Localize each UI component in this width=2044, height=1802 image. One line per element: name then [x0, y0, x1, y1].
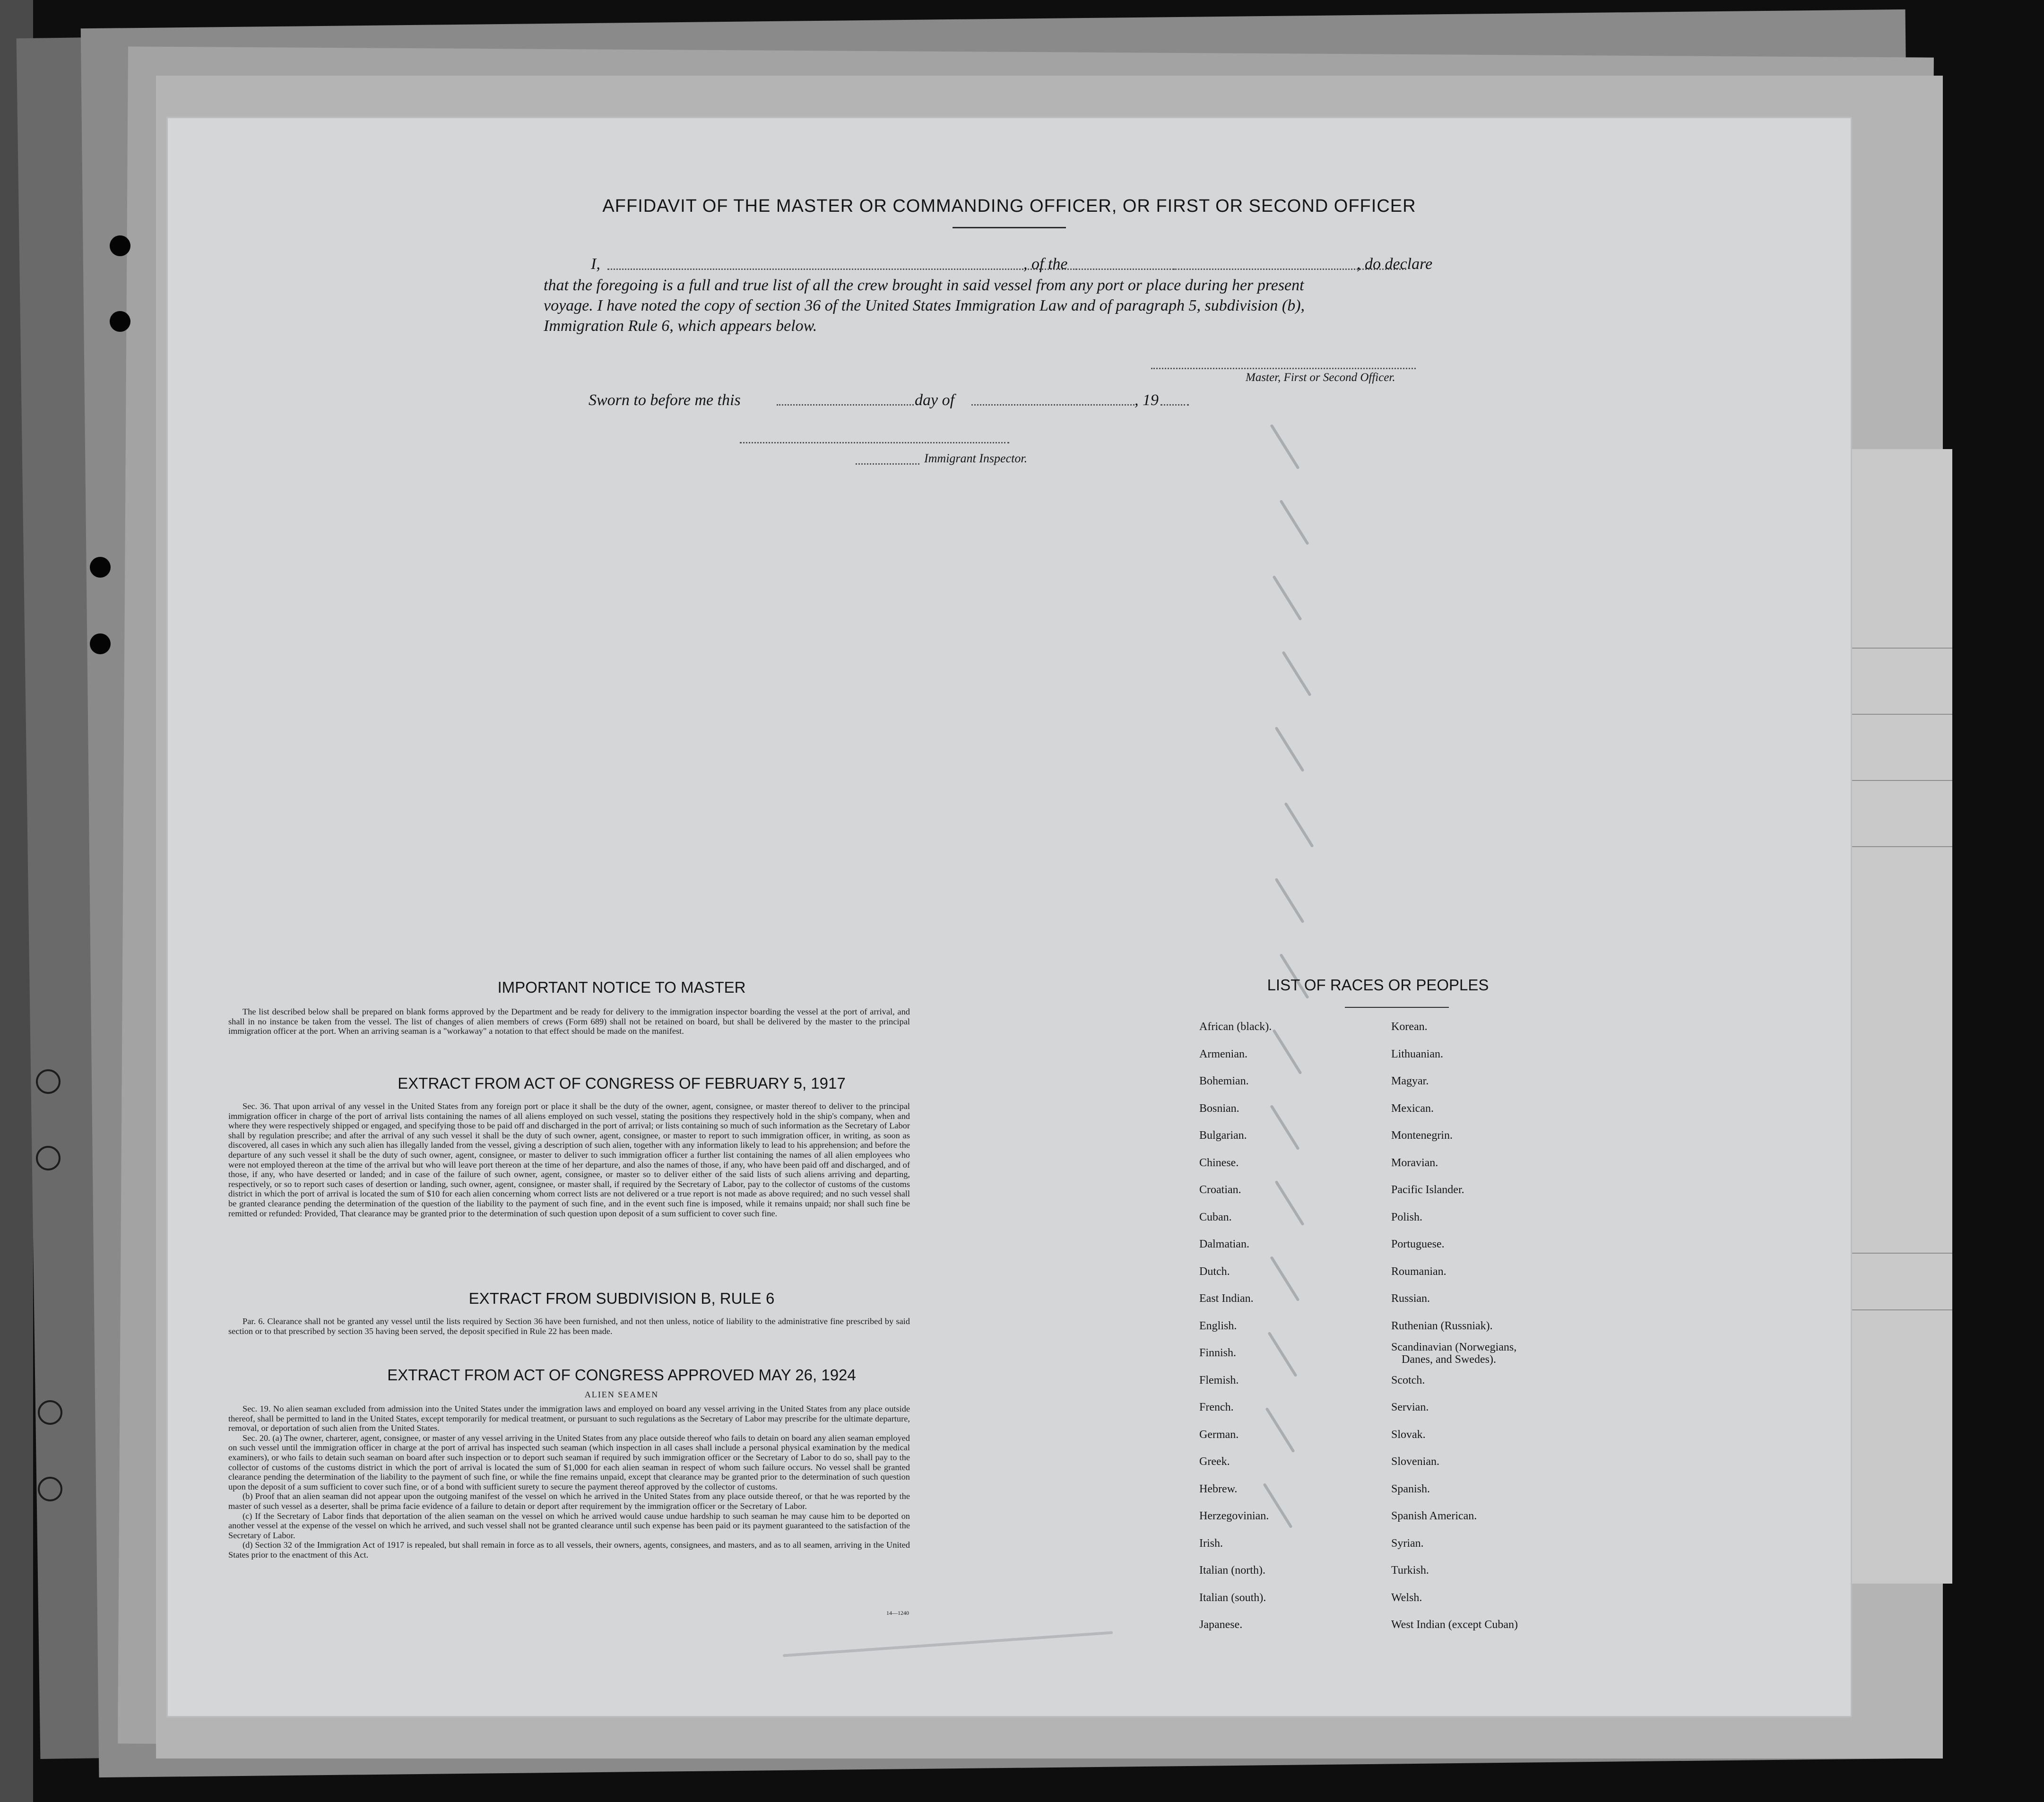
handwritten-tick [1282, 651, 1311, 696]
affidavit-i: I, [591, 255, 600, 273]
race-item: Pacific Islander. [1391, 1184, 1464, 1196]
race-item: Welsh. [1391, 1591, 1422, 1604]
year-blank [1161, 404, 1189, 406]
race-item: Herzegovinian. [1199, 1510, 1269, 1522]
race-item: French. [1199, 1401, 1234, 1413]
race-item: Russian. [1391, 1292, 1430, 1305]
act-1924-sec-20b: (b) Proof that an alien seaman did not appear upon the outgoing manifest of the vessel on which he arrived in the United States from any place outside thereof, or that he was reported by the master of such vessel as a deserter, shall be prima facie evidence of a failure to detain or deport after requirement by the immigration officer or the Secretary of Labor. [228, 1491, 910, 1511]
race-item: Italian (south). [1199, 1591, 1266, 1604]
day-of-text: day of [915, 391, 955, 409]
act-1924-sec-20a: Sec. 20. (a) The owner, charterer, agent, consignee, or master of any vessel arriving in the United States from any place outside thereof who fails to detain on board any alien seaman employed on such vessel until the immigration officer in charge at the port of arrival has inspected such seaman (which inspection in all cases shall include a personal physical examination by the medical examiners), or who fails to detain such seaman on board after such inspection or to deport such seaman if required by such immigration officer or the Secretary of Labor to do so, shall pay to the collector of customs of the customs district in which the port of arrival is located the sum of $1,000 for each alien seaman in respect of whom such failure occurs. No vessel shall be granted clearance pending the determination of the liability to the payment of such fine, or while the fine remains unpaid, except that clearance may be granted prior to the determination of such question upon the deposit of a sum sufficient to cover such fine, or of a bond with sufficient surety to secure the payment thereof approved by the collector of customs. [228, 1433, 910, 1491]
race-item: Chinese. [1199, 1156, 1239, 1169]
race-item: Danes, and Swedes). [1402, 1353, 1496, 1366]
race-item: Slovenian. [1391, 1455, 1439, 1468]
binder-hole [36, 1069, 61, 1094]
race-item: Finnish. [1199, 1347, 1237, 1359]
races-title-underline [1345, 1007, 1449, 1008]
race-item: Roumanian. [1391, 1265, 1446, 1278]
handwritten-tick [1274, 727, 1304, 772]
handwritten-tick [1279, 500, 1309, 545]
race-item: Greek. [1199, 1455, 1230, 1468]
race-item: Slovak. [1391, 1428, 1426, 1441]
binder-hole [90, 633, 111, 654]
handwritten-tick [1284, 802, 1314, 848]
sworn-day-blank [777, 404, 914, 406]
race-item: Flemish. [1199, 1374, 1239, 1386]
binder-hole [36, 1146, 61, 1170]
race-item: Irish. [1199, 1537, 1223, 1550]
act-1917-paragraph: Sec. 36. That upon arrival of any vessel in the United States from any foreign port or place it shall be the duty of the owner, agent, consignee, or master thereof to deliver to the principal immigration officer in charge of the port of arrival lists containing the names of all aliens employed on such vessel, stating the positions they respectively hold in the ship's company, when and where they were respectively shipped or engaged, and specifying those to be paid off and discharged in the port of arrival; or lists containing so much of such information as the Secretary of Labor shall by regulation prescribe; and after the arrival of any such vessel it shall be the duty of such owner, agent, consignee, or master to report to such immigration officer, in writing, as soon as discovered, all cases in which any such alien has illegally landed from the vessel, giving a description of such alien, together with any information likely to lead to his apprehension; and before the departure of any such vessel it shall be the duty of such owner, agent, consignee, or master to deliver to such immigration officer a further list containing the names of all alien employees who were not employed thereon at the time of the arrival but who will leave port thereon at the time of her departure, and also the names of those, if any, who have been paid off and discharged, and of those, if any, who have deserted or landed; and in case of the failure of such owner, agent, consignee, or master so to deliver either of the said lists of such aliens arriving and departing, respectively, or so to report such cases of desertion or landing, such owner, agent, consignee, or master shall, if required by the Secretary of Labor, pay to the collector of customs of the customs district in which the port of arrival is located the sum of $10 for each alien concerning whom correct lists are not delivered or a true report is not made as above required; and no such vessel shall be granted clearance pending the determination of the question of the liability to the payment of such fine, and in the event such fine is imposed, while it remains unpaid; nor shall such fine be remitted or refunded: Provided, That clearance may be granted prior to the determination of such question upon deposit of a sum sufficient to cover such fine. [228, 1101, 910, 1218]
affidavit-title: AFFIDAVIT OF THE MASTER OR COMMANDING OFFICER, OR FIRST OR SECOND OFFICER [602, 196, 1416, 216]
affidavit-of-the: , of the [1023, 255, 1068, 273]
binder-hole [110, 235, 130, 256]
sworn-text: Sworn to before me this [589, 391, 741, 409]
signature-line [1151, 368, 1416, 369]
affidavit-line-3: voyage. I have noted the copy of section 36 of the United States Immigration Law and of paragraph 5, subdivision (b), [544, 297, 1305, 314]
race-item: Lithuanian. [1391, 1048, 1443, 1060]
handwritten-tick [1265, 1407, 1295, 1453]
race-item: Cuban. [1199, 1211, 1232, 1223]
act-1924-sec-20d: (d) Section 32 of the Immigration Act of 1917 is repealed, but shall remain in force as to all vessels, their owners, agents, consignees, and masters, and as to all seamen, arriving in the United States prior to the enactment of this Act. [228, 1540, 910, 1559]
binder-hole [38, 1477, 62, 1501]
inspector-line [740, 442, 1009, 443]
act-1924-sec-20c: (c) If the Secretary of Labor finds that deportation of the alien seaman on the vessel on which he arrived would cause undue hardship to such seaman he may cause him to be deported on another vessel at the expense of the vessel on which he arrived, and such vessel shall not be granted clearance until such expense has been paid or its payment guaranteed to the satisfaction of the Secretary of Labor. [228, 1511, 910, 1540]
handwritten-tick [1274, 878, 1304, 923]
race-item: Dalmatian. [1199, 1238, 1249, 1250]
race-item: Ruthenian (Russniak). [1391, 1319, 1493, 1332]
races-title: LIST OF RACES OR PEOPLES [1267, 976, 1489, 994]
race-item: Scotch. [1391, 1374, 1425, 1386]
affidavit-line-4: Immigration Rule 6, which appears below. [544, 317, 817, 335]
race-item: Hebrew. [1199, 1482, 1238, 1495]
signature-label: Master, First or Second Officer. [1246, 371, 1395, 384]
race-item: East Indian. [1199, 1292, 1254, 1305]
race-item: Magyar. [1391, 1075, 1429, 1087]
rule-6-title: EXTRACT FROM SUBDIVISION B, RULE 6 [468, 1290, 775, 1307]
inspector-blank [856, 463, 919, 465]
act-1924-title: EXTRACT FROM ACT OF CONGRESS APPROVED MAY 26, 1924 [387, 1366, 856, 1384]
race-item: Bulgarian. [1199, 1129, 1247, 1142]
race-item: African (black). [1199, 1021, 1272, 1033]
binder-hole [38, 1400, 62, 1425]
act-1924-sec-19: Sec. 19. No alien seaman excluded from admission into the United States under the immigration laws and employed on board any vessel arriving in the United States from any place outside thereof, shall be permitted to land in the United States, except temporarily for medical treatment, or pursuant to such regulations as the Secretary of Labor may prescribe for the ultimate departure, removal, or deportation of such alien from the United States. [228, 1404, 910, 1433]
race-item: Spanish. [1391, 1482, 1430, 1495]
affidavit-page [168, 118, 1851, 1716]
race-item: Dutch. [1199, 1265, 1230, 1278]
rule-6-text [228, 1317, 910, 1336]
handwritten-tick [1272, 575, 1302, 621]
inspector-label: Immigrant Inspector. [924, 451, 1028, 465]
race-item: Servian. [1391, 1401, 1429, 1413]
affidavit-line-2: that the foregoing is a full and true list of all the crew brought in said vessel from any port or place during her present [544, 277, 1304, 294]
affidavit-do-declare: , do declare [1357, 255, 1433, 273]
handwritten-tick [1267, 1332, 1297, 1377]
race-item: Armenian. [1199, 1048, 1247, 1060]
race-item: Portuguese. [1391, 1238, 1445, 1250]
notice-title: IMPORTANT NOTICE TO MASTER [497, 979, 746, 996]
year-text: , 19 [1135, 391, 1159, 409]
handwritten-tick [1272, 1029, 1302, 1074]
race-item: Bohemian. [1199, 1075, 1249, 1087]
binder-hole [90, 557, 111, 578]
race-item: Italian (north). [1199, 1564, 1265, 1577]
handwritten-tick [1270, 1256, 1299, 1301]
handwritten-tick [1270, 1105, 1299, 1150]
rule-6-paragraph: Par. 6. Clearance shall not be granted any vessel until the lists required by Section 36 have been furnished, and not then unless, notice of liability to the administrative fine prescribed by said section or to that prescribed by section 35 having been served, the deposit specified in Rule 22 has been made. [228, 1317, 910, 1336]
act-1917-title: EXTRACT FROM ACT OF CONGRESS OF FEBRUARY 5, 1917 [398, 1074, 846, 1092]
race-item: Japanese. [1199, 1619, 1243, 1631]
form-code: 14—1240 [886, 1610, 909, 1616]
race-item: Syrian. [1391, 1537, 1424, 1550]
race-item: Scandinavian (Norwegians, [1391, 1341, 1517, 1353]
title-underline [953, 227, 1066, 228]
notice-paragraph: The list described below shall be prepared on blank forms approved by the Department and be ready for delivery to the immigration inspector boarding the vessel at the port of arrival, and shall in no instance be taken from the vessel. The list of changes of alien members of crews (Form 689) shall not be retained on board, but shall be delivered by the master to the principal immigration officer at the port. When an arriving seaman is a "workaway" a notation to that effect should be made on the manifest. [228, 1007, 910, 1036]
race-item: Croatian. [1199, 1184, 1241, 1196]
act-1917-text [228, 1101, 910, 1218]
handwritten-scribble [783, 1631, 1113, 1657]
race-item: Korean. [1391, 1021, 1428, 1033]
race-item: Spanish American. [1391, 1510, 1477, 1522]
act-1924-text [228, 1404, 910, 1560]
month-blank [971, 404, 1135, 406]
race-item: Turkish. [1391, 1564, 1429, 1577]
race-item: Montenegrin. [1391, 1129, 1453, 1142]
race-item: English. [1199, 1319, 1237, 1332]
race-item: German. [1199, 1428, 1239, 1441]
race-item: Bosnian. [1199, 1102, 1239, 1115]
race-item: West Indian (except Cuban) [1391, 1619, 1518, 1631]
alien-seamen-subtitle: ALIEN SEAMEN [584, 1390, 659, 1399]
handwritten-tick [1270, 424, 1299, 469]
binder-hole [110, 311, 130, 332]
notice-text [228, 1007, 910, 1036]
race-item: Moravian. [1391, 1156, 1438, 1169]
race-item: Mexican. [1391, 1102, 1434, 1115]
handwritten-tick [1274, 1180, 1304, 1226]
race-item: Polish. [1391, 1211, 1423, 1223]
